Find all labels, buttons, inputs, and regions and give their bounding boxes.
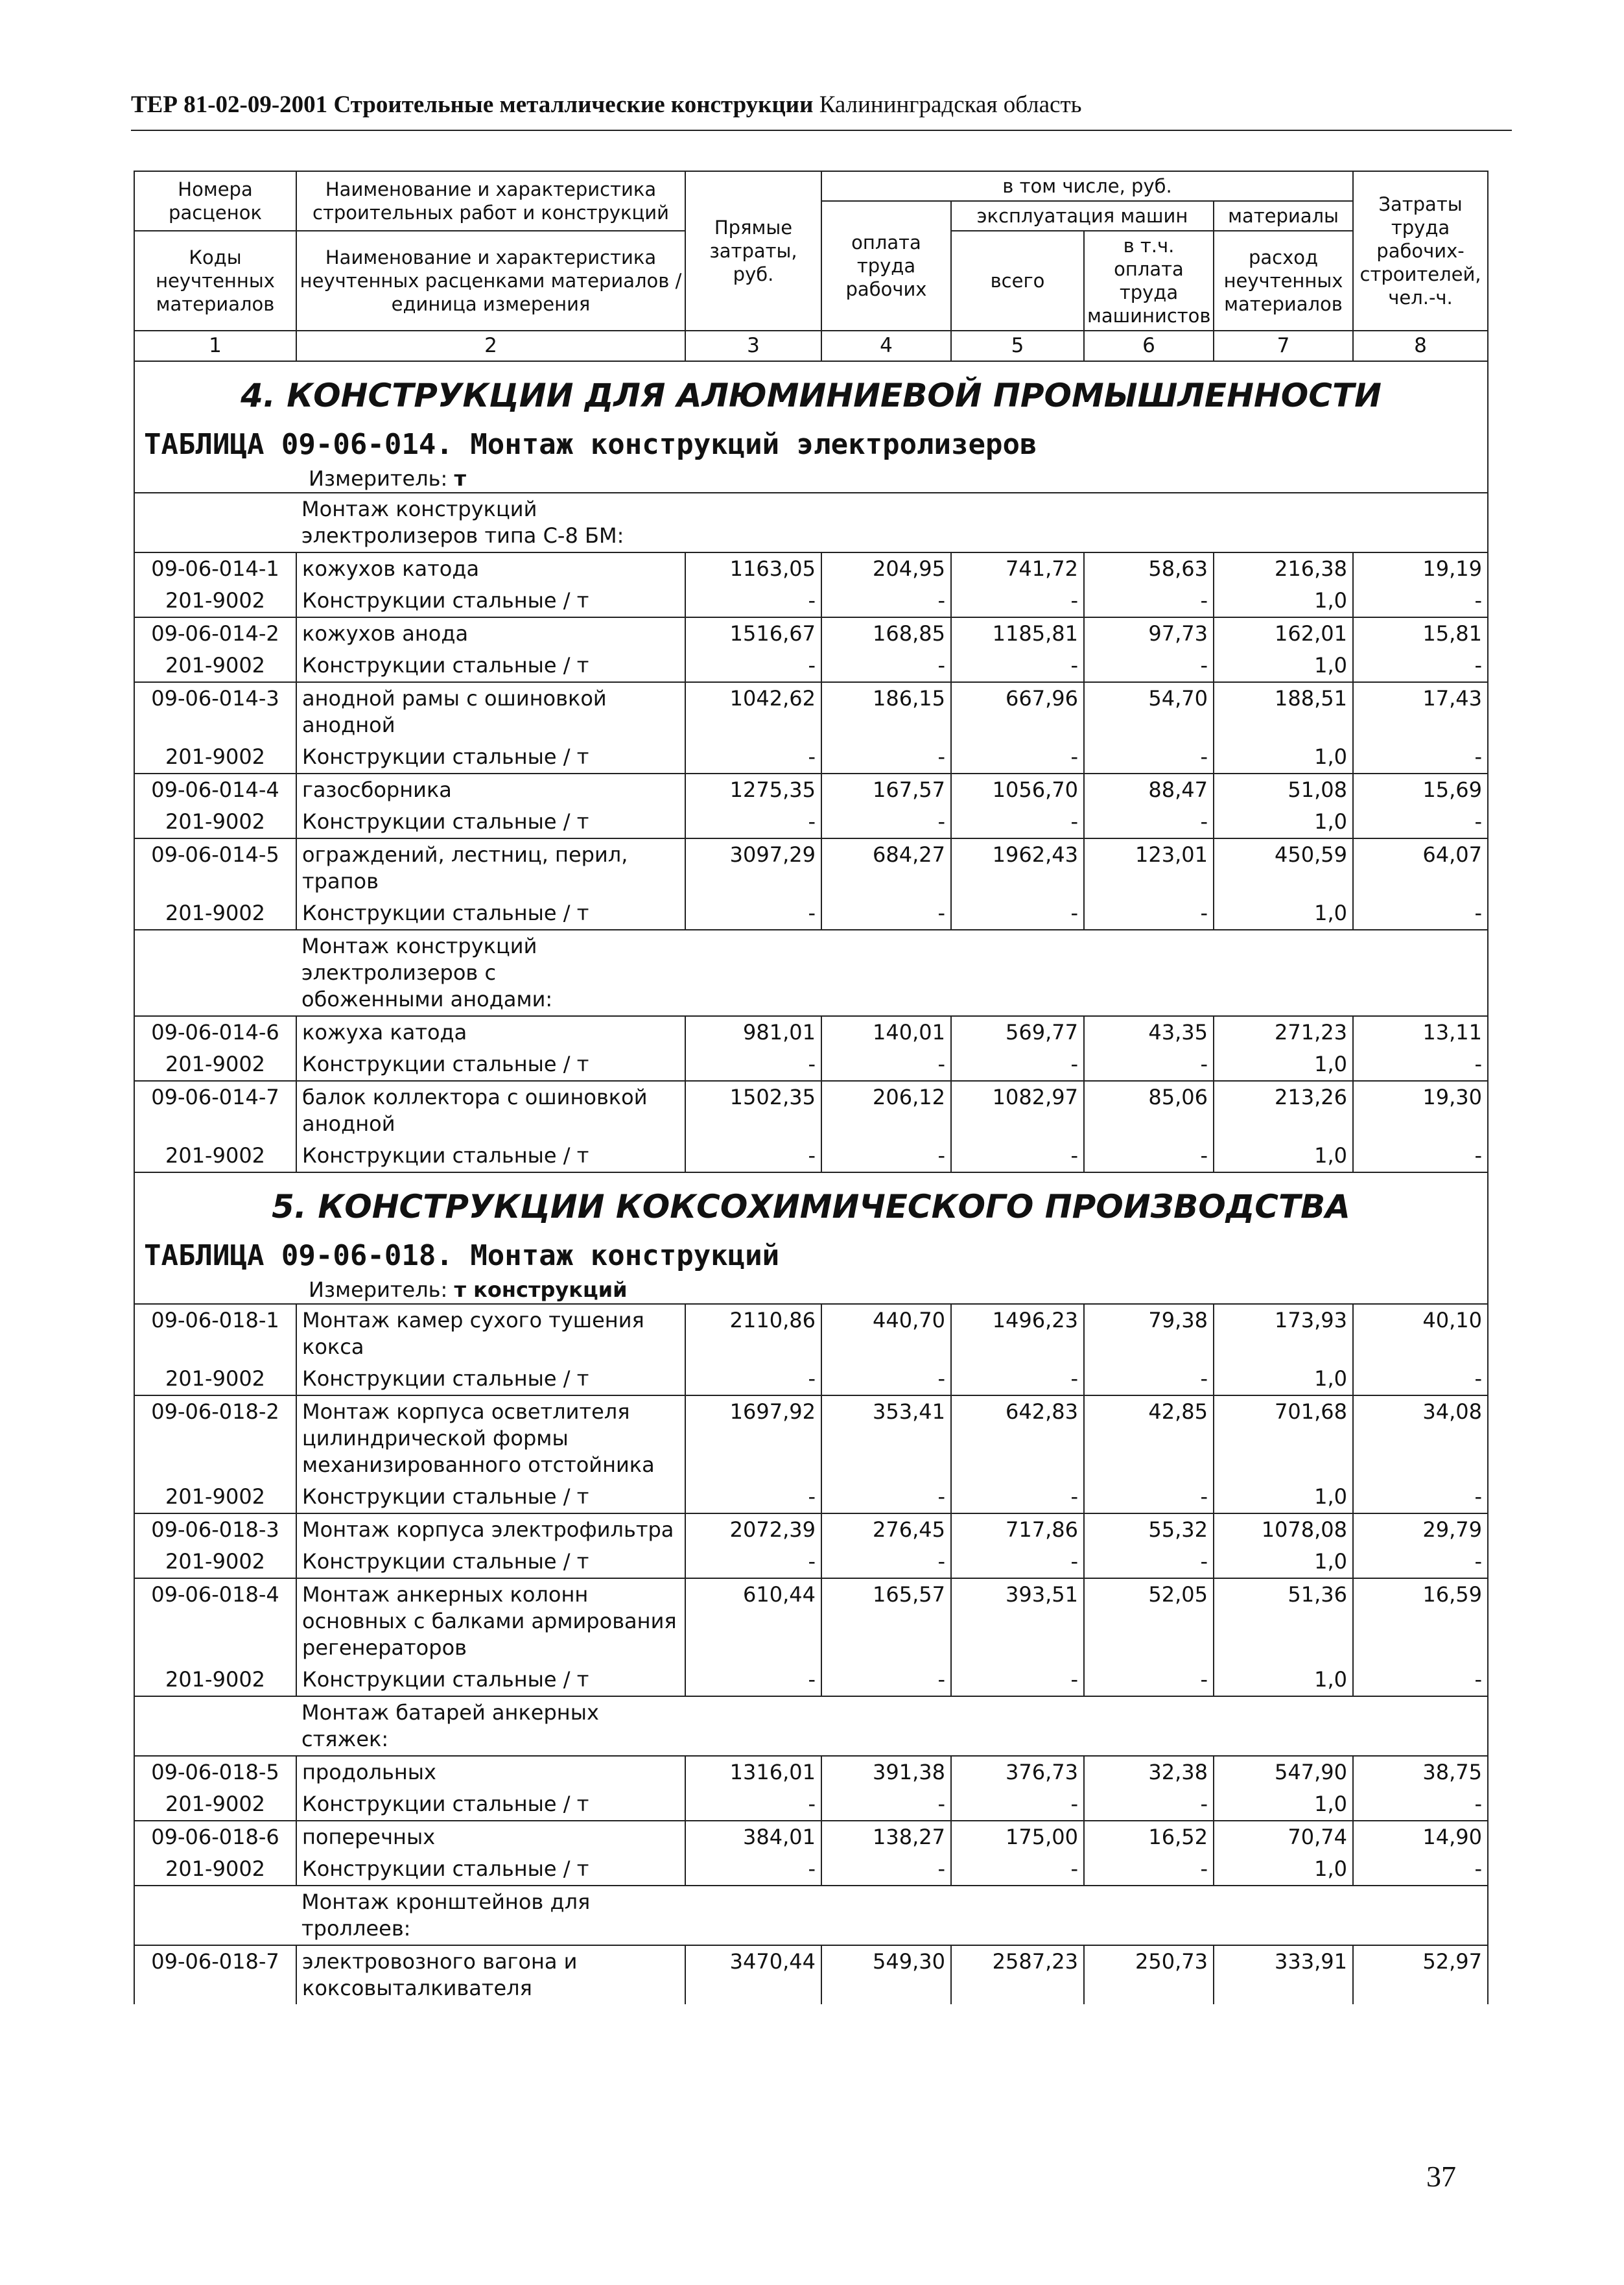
rate-value: 88,47 bbox=[1084, 774, 1214, 806]
material-quantity: 1,0 bbox=[1214, 1546, 1353, 1578]
rate-value: 162,01 bbox=[1214, 617, 1353, 650]
group-heading-row bbox=[134, 930, 1488, 1016]
rate-value: 79,38 bbox=[1084, 1304, 1214, 1363]
material-row bbox=[134, 897, 1488, 930]
material-dash: - bbox=[685, 741, 821, 774]
rate-name: ограждений, лестниц, перил, трапов bbox=[296, 838, 685, 897]
rate-value: 216,38 bbox=[1214, 552, 1353, 585]
material-dash: - bbox=[821, 1546, 951, 1578]
group-heading-row bbox=[134, 493, 1488, 552]
rates-table bbox=[134, 171, 1489, 2004]
material-code: 201-9002 bbox=[134, 806, 296, 838]
rate-value: 14,90 bbox=[1353, 1821, 1488, 1853]
rate-value: 85,06 bbox=[1084, 1081, 1214, 1140]
rate-code: 09-06-014-3 bbox=[134, 682, 296, 741]
rate-name: кожухов катода bbox=[296, 552, 685, 585]
colnum-6: 6 bbox=[1084, 331, 1214, 361]
rate-value: 271,23 bbox=[1214, 1016, 1353, 1048]
material-code: 201-9002 bbox=[134, 1546, 296, 1578]
material-code: 201-9002 bbox=[134, 650, 296, 682]
rate-name: кожуха катода bbox=[296, 1016, 685, 1048]
section-5-body bbox=[134, 1172, 1488, 2004]
rate-value: 34,08 bbox=[1353, 1395, 1488, 1481]
rate-value: 55,32 bbox=[1084, 1513, 1214, 1546]
material-dash: - bbox=[685, 650, 821, 682]
material-dash: - bbox=[1084, 806, 1214, 838]
group-heading-spacer bbox=[134, 493, 296, 552]
colnum-4: 4 bbox=[821, 331, 951, 361]
colnum-2: 2 bbox=[296, 331, 685, 361]
material-row bbox=[134, 585, 1488, 617]
colnum-7: 7 bbox=[1214, 331, 1353, 361]
material-code: 201-9002 bbox=[134, 1140, 296, 1172]
rate-value: 213,26 bbox=[1214, 1081, 1353, 1140]
running-header bbox=[131, 91, 1512, 119]
material-dash: - bbox=[685, 1546, 821, 1578]
rate-value: 667,96 bbox=[951, 682, 1084, 741]
material-quantity: 1,0 bbox=[1214, 806, 1353, 838]
rate-value: 333,91 bbox=[1214, 1945, 1353, 2004]
rate-value: 19,19 bbox=[1353, 552, 1488, 585]
material-dash: - bbox=[951, 1140, 1084, 1172]
rate-row bbox=[134, 552, 1488, 585]
material-row bbox=[134, 1048, 1488, 1081]
rate-value: 186,15 bbox=[821, 682, 951, 741]
material-name: Конструкции стальные / т bbox=[296, 1363, 685, 1395]
material-dash: - bbox=[1353, 1363, 1488, 1395]
material-row bbox=[134, 1363, 1488, 1395]
rate-code: 09-06-014-6 bbox=[134, 1016, 296, 1048]
rate-value: 2110,86 bbox=[685, 1304, 821, 1363]
rate-name: кожухов анода bbox=[296, 617, 685, 650]
rate-value: 16,52 bbox=[1084, 1821, 1214, 1853]
rate-value: 2072,39 bbox=[685, 1513, 821, 1546]
rate-value: 97,73 bbox=[1084, 617, 1214, 650]
measure-label: Измеритель: bbox=[309, 466, 448, 491]
rate-code: 09-06-018-5 bbox=[134, 1756, 296, 1788]
rate-value: 701,68 bbox=[1214, 1395, 1353, 1481]
rate-code: 09-06-018-6 bbox=[134, 1821, 296, 1853]
material-row bbox=[134, 650, 1488, 682]
rate-value: 1078,08 bbox=[1214, 1513, 1353, 1546]
material-code: 201-9002 bbox=[134, 1481, 296, 1513]
group-heading-row bbox=[134, 1696, 1488, 1756]
section-4-body bbox=[134, 361, 1488, 1172]
column-numbers-row bbox=[134, 331, 1488, 361]
material-dash: - bbox=[821, 897, 951, 930]
section-5-title: 5. КОНСТРУКЦИИ КОКСОХИМИЧЕСКОГО ПРОИЗВОДСТВА bbox=[272, 1188, 1350, 1225]
head-work-name: Наименование и характеристика строительных работ и конструкций bbox=[296, 171, 685, 231]
material-dash: - bbox=[951, 1546, 1084, 1578]
header-region: Калининградская область bbox=[819, 91, 1082, 118]
rate-value: 3470,44 bbox=[685, 1945, 821, 2004]
rate-code: 09-06-018-7 bbox=[134, 1945, 296, 2004]
material-dash: - bbox=[1353, 1853, 1488, 1886]
material-dash: - bbox=[1084, 1048, 1214, 1081]
material-dash: - bbox=[1353, 1788, 1488, 1821]
material-quantity: 1,0 bbox=[1214, 741, 1353, 774]
material-quantity: 1,0 bbox=[1214, 1664, 1353, 1696]
rate-name: Монтаж корпуса электрофильтра bbox=[296, 1513, 685, 1546]
material-dash: - bbox=[951, 1481, 1084, 1513]
material-name: Конструкции стальные / т bbox=[296, 741, 685, 774]
material-dash: - bbox=[1084, 1481, 1214, 1513]
rate-value: 610,44 bbox=[685, 1578, 821, 1664]
rate-value: 1962,43 bbox=[951, 838, 1084, 897]
rate-value: 29,79 bbox=[1353, 1513, 1488, 1546]
rate-value: 1516,67 bbox=[685, 617, 821, 650]
group-heading: Монтаж кронштейнов для троллеев: bbox=[296, 1886, 1488, 1945]
rate-value: 38,75 bbox=[1353, 1756, 1488, 1788]
rate-value: 1163,05 bbox=[685, 552, 821, 585]
material-quantity: 1,0 bbox=[1214, 650, 1353, 682]
material-dash: - bbox=[685, 1363, 821, 1395]
rate-value: 54,70 bbox=[1084, 682, 1214, 741]
rate-value: 64,07 bbox=[1353, 838, 1488, 897]
head-machines-total: всего bbox=[951, 231, 1084, 331]
material-dash: - bbox=[1084, 897, 1214, 930]
rate-value: 250,73 bbox=[1084, 1945, 1214, 2004]
rate-row bbox=[134, 1578, 1488, 1664]
material-dash: - bbox=[1084, 1546, 1214, 1578]
rate-value: 15,69 bbox=[1353, 774, 1488, 806]
rate-value: 42,85 bbox=[1084, 1395, 1214, 1481]
material-dash: - bbox=[821, 585, 951, 617]
rate-value: 1185,81 bbox=[951, 617, 1084, 650]
material-dash: - bbox=[951, 1363, 1084, 1395]
material-dash: - bbox=[685, 897, 821, 930]
rate-row bbox=[134, 1395, 1488, 1481]
rate-value: 3097,29 bbox=[685, 838, 821, 897]
material-dash: - bbox=[1084, 1140, 1214, 1172]
header-rule bbox=[131, 130, 1512, 131]
rate-code: 09-06-018-3 bbox=[134, 1513, 296, 1546]
head-machines: эксплуатация машин bbox=[951, 201, 1214, 231]
material-dash: - bbox=[821, 650, 951, 682]
rate-value: 1316,01 bbox=[685, 1756, 821, 1788]
head-material-codes: Коды неучтенных материалов bbox=[134, 231, 296, 331]
colnum-1: 1 bbox=[134, 331, 296, 361]
material-row bbox=[134, 806, 1488, 838]
rate-value: 450,59 bbox=[1214, 838, 1353, 897]
rate-value: 1697,92 bbox=[685, 1395, 821, 1481]
rate-value: 16,59 bbox=[1353, 1578, 1488, 1664]
rate-value: 188,51 bbox=[1214, 682, 1353, 741]
rate-row bbox=[134, 1513, 1488, 1546]
material-dash: - bbox=[1084, 1664, 1214, 1696]
header-title: Строительные металлические конструкции bbox=[333, 91, 814, 118]
rate-value: 549,30 bbox=[821, 1945, 951, 2004]
material-dash: - bbox=[821, 1363, 951, 1395]
material-quantity: 1,0 bbox=[1214, 897, 1353, 930]
measure-value: т bbox=[454, 466, 467, 491]
rate-value: 204,95 bbox=[821, 552, 951, 585]
rate-value: 393,51 bbox=[951, 1578, 1084, 1664]
rate-code: 09-06-014-7 bbox=[134, 1081, 296, 1140]
material-dash: - bbox=[685, 1853, 821, 1886]
rate-value: 1042,62 bbox=[685, 682, 821, 741]
rate-value: 391,38 bbox=[821, 1756, 951, 1788]
material-name: Конструкции стальные / т bbox=[296, 806, 685, 838]
table-09-06-018-title: ТАБЛИЦА 09-06-018. Монтаж конструкций bbox=[144, 1239, 780, 1272]
group-heading-row bbox=[134, 1886, 1488, 1945]
material-name: Конструкции стальные / т bbox=[296, 1140, 685, 1172]
material-dash: - bbox=[821, 1140, 951, 1172]
material-dash: - bbox=[1353, 741, 1488, 774]
page-number: 37 bbox=[1426, 2160, 1456, 2193]
rate-value: 684,27 bbox=[821, 838, 951, 897]
head-rate-numbers: Номера расценок bbox=[134, 171, 296, 231]
material-dash: - bbox=[685, 1140, 821, 1172]
rate-value: 717,86 bbox=[951, 1513, 1084, 1546]
rate-value: 569,77 bbox=[951, 1016, 1084, 1048]
rate-value: 173,93 bbox=[1214, 1304, 1353, 1363]
rate-row bbox=[134, 617, 1488, 650]
material-quantity: 1,0 bbox=[1214, 585, 1353, 617]
rate-value: 58,63 bbox=[1084, 552, 1214, 585]
table-head bbox=[134, 171, 1488, 361]
rate-code: 09-06-014-4 bbox=[134, 774, 296, 806]
material-name: Конструкции стальные / т bbox=[296, 1788, 685, 1821]
rate-value: 138,27 bbox=[821, 1821, 951, 1853]
material-dash: - bbox=[1353, 650, 1488, 682]
material-dash: - bbox=[685, 1048, 821, 1081]
material-dash: - bbox=[1084, 1788, 1214, 1821]
rate-value: 70,74 bbox=[1214, 1821, 1353, 1853]
table-09-06-014-measure bbox=[140, 466, 1482, 492]
head-labor-costs: Затраты труда рабочих-строителей, чел.-ч. bbox=[1353, 171, 1488, 331]
material-dash: - bbox=[821, 741, 951, 774]
rate-value: 1082,97 bbox=[951, 1081, 1084, 1140]
rate-value: 981,01 bbox=[685, 1016, 821, 1048]
material-dash: - bbox=[1353, 1546, 1488, 1578]
material-dash: - bbox=[1353, 1140, 1488, 1172]
head-material-consumption: расход неучтенных материалов bbox=[1214, 231, 1353, 331]
material-dash: - bbox=[1084, 1363, 1214, 1395]
colnum-5: 5 bbox=[951, 331, 1084, 361]
rate-value: 52,05 bbox=[1084, 1578, 1214, 1664]
rate-value: 175,00 bbox=[951, 1821, 1084, 1853]
rate-row bbox=[134, 1756, 1488, 1788]
rate-value: 1502,35 bbox=[685, 1081, 821, 1140]
rate-code: 09-06-018-1 bbox=[134, 1304, 296, 1363]
material-dash: - bbox=[1353, 1481, 1488, 1513]
rate-row bbox=[134, 774, 1488, 806]
rate-row bbox=[134, 1081, 1488, 1140]
head-direct-costs: Прямые затраты, руб. bbox=[685, 171, 821, 331]
rate-value: 32,38 bbox=[1084, 1756, 1214, 1788]
rate-value: 376,73 bbox=[951, 1756, 1084, 1788]
rate-row bbox=[134, 1304, 1488, 1363]
material-quantity: 1,0 bbox=[1214, 1481, 1353, 1513]
material-dash: - bbox=[821, 1853, 951, 1886]
rate-value: 2587,23 bbox=[951, 1945, 1084, 2004]
group-heading-spacer bbox=[134, 1696, 296, 1756]
rate-code: 09-06-018-2 bbox=[134, 1395, 296, 1481]
rate-value: 40,10 bbox=[1353, 1304, 1488, 1363]
material-code: 201-9002 bbox=[134, 585, 296, 617]
rate-value: 51,08 bbox=[1214, 774, 1353, 806]
rate-row bbox=[134, 838, 1488, 897]
section-5-heading-cell bbox=[134, 1172, 1488, 1304]
material-row bbox=[134, 1481, 1488, 1513]
rate-value: 140,01 bbox=[821, 1016, 951, 1048]
material-quantity: 1,0 bbox=[1214, 1140, 1353, 1172]
rate-name: балок коллектора с ошиновкой анодной bbox=[296, 1081, 685, 1140]
rate-value: 1496,23 bbox=[951, 1304, 1084, 1363]
material-quantity: 1,0 bbox=[1214, 1788, 1353, 1821]
material-dash: - bbox=[951, 1664, 1084, 1696]
material-row bbox=[134, 1788, 1488, 1821]
material-name: Конструкции стальные / т bbox=[296, 1853, 685, 1886]
material-dash: - bbox=[951, 897, 1084, 930]
material-code: 201-9002 bbox=[134, 1048, 296, 1081]
rate-value: 17,43 bbox=[1353, 682, 1488, 741]
material-dash: - bbox=[1353, 806, 1488, 838]
section-4-heading-cell bbox=[134, 361, 1488, 493]
group-heading: Монтаж конструкций электролизеров типа С-8 БМ: bbox=[296, 493, 1488, 552]
material-code: 201-9002 bbox=[134, 1788, 296, 1821]
material-quantity: 1,0 bbox=[1214, 1363, 1353, 1395]
rate-code: 09-06-018-4 bbox=[134, 1578, 296, 1664]
material-dash: - bbox=[685, 585, 821, 617]
rate-code: 09-06-014-1 bbox=[134, 552, 296, 585]
material-code: 201-9002 bbox=[134, 741, 296, 774]
header-code: ТЕР 81-02-09-2001 bbox=[131, 91, 328, 118]
material-dash: - bbox=[1084, 585, 1214, 617]
rate-value: 353,41 bbox=[821, 1395, 951, 1481]
rate-value: 43,35 bbox=[1084, 1016, 1214, 1048]
material-dash: - bbox=[951, 1048, 1084, 1081]
material-dash: - bbox=[685, 1664, 821, 1696]
material-row bbox=[134, 1140, 1488, 1172]
material-name: Конструкции стальные / т bbox=[296, 1546, 685, 1578]
material-dash: - bbox=[951, 806, 1084, 838]
rate-row bbox=[134, 1945, 1488, 2004]
material-name: Конструкции стальные / т bbox=[296, 897, 685, 930]
group-heading: Монтаж конструкций электролизеров с обоженными анодами: bbox=[296, 930, 1488, 1016]
group-heading-spacer bbox=[134, 930, 296, 1016]
material-dash: - bbox=[1084, 1853, 1214, 1886]
section-4-title: 4. КОНСТРУКЦИИ ДЛЯ АЛЮМИНИЕВОЙ ПРОМЫШЛЕННОСТИ bbox=[241, 377, 1382, 414]
rate-name: Монтаж корпуса осветлителя цилиндрической формы механизированного отстойника bbox=[296, 1395, 685, 1481]
material-dash: - bbox=[1353, 1048, 1488, 1081]
material-dash: - bbox=[685, 806, 821, 838]
rate-value: 384,01 bbox=[685, 1821, 821, 1853]
material-dash: - bbox=[685, 1481, 821, 1513]
rate-row bbox=[134, 682, 1488, 741]
material-dash: - bbox=[951, 1788, 1084, 1821]
rate-code: 09-06-014-2 bbox=[134, 617, 296, 650]
rate-value: 741,72 bbox=[951, 552, 1084, 585]
rate-value: 206,12 bbox=[821, 1081, 951, 1140]
rate-value: 52,97 bbox=[1353, 1945, 1488, 2004]
head-materials: материалы bbox=[1214, 201, 1353, 231]
material-row bbox=[134, 1664, 1488, 1696]
material-dash: - bbox=[951, 585, 1084, 617]
rate-value: 1275,35 bbox=[685, 774, 821, 806]
material-dash: - bbox=[1084, 650, 1214, 682]
material-dash: - bbox=[1353, 1664, 1488, 1696]
material-dash: - bbox=[821, 1048, 951, 1081]
head-including: в том числе, руб. bbox=[821, 171, 1353, 201]
group-heading: Монтаж батарей анкерных стяжек: bbox=[296, 1696, 1488, 1756]
head-material-name: Наименование и характеристика неучтенных расценками материалов / единица измерения bbox=[296, 231, 685, 331]
material-dash: - bbox=[951, 741, 1084, 774]
material-name: Конструкции стальные / т bbox=[296, 1048, 685, 1081]
rate-name: анодной рамы с ошиновкой анодной bbox=[296, 682, 685, 741]
colnum-3: 3 bbox=[685, 331, 821, 361]
rate-value: 15,81 bbox=[1353, 617, 1488, 650]
table-09-06-014-title: ТАБЛИЦА 09-06-014. Монтаж конструкций электролизеров bbox=[144, 428, 1037, 461]
rate-value: 276,45 bbox=[821, 1513, 951, 1546]
material-quantity: 1,0 bbox=[1214, 1853, 1353, 1886]
colnum-8: 8 bbox=[1353, 331, 1488, 361]
group-heading-spacer bbox=[134, 1886, 296, 1945]
head-operator-pay: в т.ч. оплата труда машинистов bbox=[1084, 231, 1214, 331]
table-09-06-018-measure bbox=[140, 1277, 1482, 1303]
rate-value: 13,11 bbox=[1353, 1016, 1488, 1048]
head-worker-pay: оплата труда рабочих bbox=[821, 201, 951, 331]
rate-name: продольных bbox=[296, 1756, 685, 1788]
material-row bbox=[134, 1546, 1488, 1578]
rate-value: 440,70 bbox=[821, 1304, 951, 1363]
rate-value: 167,57 bbox=[821, 774, 951, 806]
rate-value: 642,83 bbox=[951, 1395, 1084, 1481]
material-dash: - bbox=[821, 1664, 951, 1696]
material-dash: - bbox=[951, 1853, 1084, 1886]
rate-value: 547,90 bbox=[1214, 1756, 1353, 1788]
rate-row bbox=[134, 1016, 1488, 1048]
measure-value: т конструкций bbox=[454, 1277, 628, 1302]
material-dash: - bbox=[1353, 585, 1488, 617]
material-dash: - bbox=[1084, 741, 1214, 774]
material-name: Конструкции стальные / т bbox=[296, 1664, 685, 1696]
material-dash: - bbox=[821, 1788, 951, 1821]
rate-value: 1056,70 bbox=[951, 774, 1084, 806]
material-code: 201-9002 bbox=[134, 897, 296, 930]
material-dash: - bbox=[951, 650, 1084, 682]
material-dash: - bbox=[821, 1481, 951, 1513]
rate-row bbox=[134, 1821, 1488, 1853]
rate-code: 09-06-014-5 bbox=[134, 838, 296, 897]
material-code: 201-9002 bbox=[134, 1853, 296, 1886]
rate-value: 123,01 bbox=[1084, 838, 1214, 897]
rate-name: Монтаж анкерных колонн основных с балками армирования регенераторов bbox=[296, 1578, 685, 1664]
material-name: Конструкции стальные / т bbox=[296, 1481, 685, 1513]
rate-name: электровозного вагона и коксовыталкивателя bbox=[296, 1945, 685, 2004]
rate-value: 19,30 bbox=[1353, 1081, 1488, 1140]
material-row bbox=[134, 1853, 1488, 1886]
rate-value: 168,85 bbox=[821, 617, 951, 650]
rate-name: газосборника bbox=[296, 774, 685, 806]
material-dash: - bbox=[821, 806, 951, 838]
rate-value: 165,57 bbox=[821, 1578, 951, 1664]
rate-name: поперечных bbox=[296, 1821, 685, 1853]
rate-name: Монтаж камер сухого тушения кокса bbox=[296, 1304, 685, 1363]
material-dash: - bbox=[685, 1788, 821, 1821]
material-dash: - bbox=[1353, 897, 1488, 930]
material-quantity: 1,0 bbox=[1214, 1048, 1353, 1081]
material-code: 201-9002 bbox=[134, 1664, 296, 1696]
rate-value: 51,36 bbox=[1214, 1578, 1353, 1664]
material-row bbox=[134, 741, 1488, 774]
material-name: Конструкции стальные / т bbox=[296, 585, 685, 617]
material-name: Конструкции стальные / т bbox=[296, 650, 685, 682]
measure-label: Измеритель: bbox=[309, 1277, 448, 1302]
material-code: 201-9002 bbox=[134, 1363, 296, 1395]
